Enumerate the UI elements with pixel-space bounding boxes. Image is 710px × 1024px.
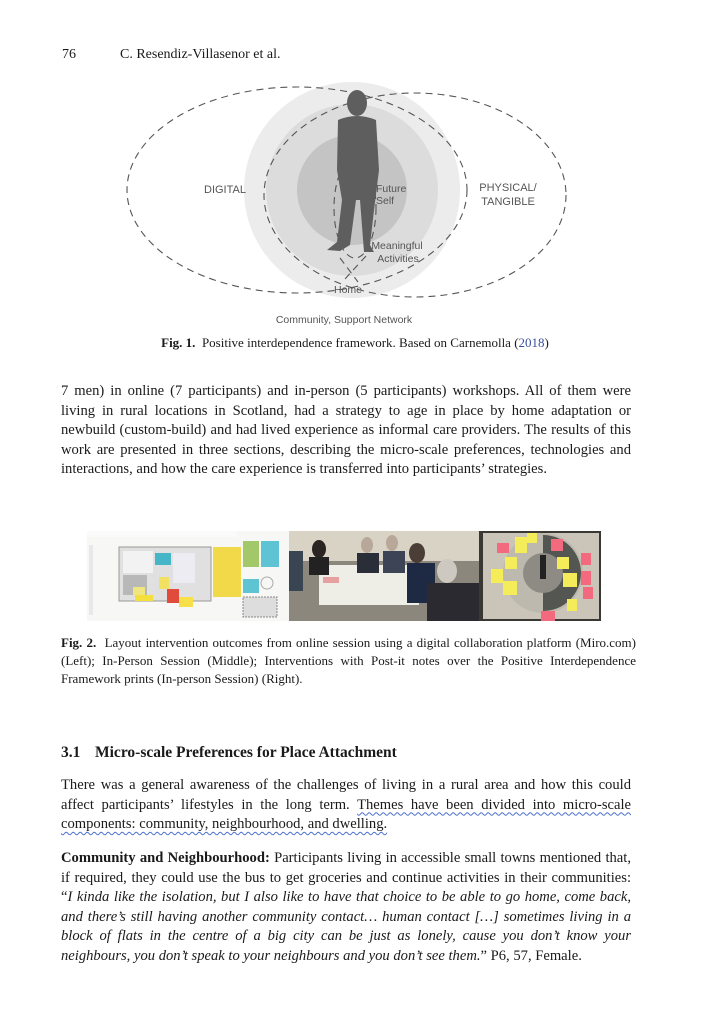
quote-attribution: ” P6, 57, Female. xyxy=(480,947,582,964)
paragraph-participants: 7 men) in online (7 participants) and in-person (5 participants) workshops. All of them were living in rural locations in Scotland, had a strategy to age in place by home adaptation or newbuild (custom-build) and had lived experience as informal care providers. The results of this work are presented in three sections, describing the micro-scale preferences, technologies and interactions, and how the care experience is transferred into participants’ strategies. xyxy=(61,383,631,478)
running-header xyxy=(62,47,281,63)
paragraph-awareness xyxy=(61,776,631,835)
page-number: 76 xyxy=(62,47,76,62)
paragraph-awareness-text: There was a general awareness of the challenges of living in a rural area and how this could affect participants’ lifestyles in the long term. xyxy=(61,777,631,813)
figure-2-label: Fig. 2. xyxy=(61,635,97,650)
label-activities: Activities xyxy=(377,253,419,265)
label-meaningful: Meaningful xyxy=(371,240,423,252)
running-authors: C. Resendiz-Villasenor et al. xyxy=(120,47,281,62)
label-future: Future xyxy=(376,183,407,195)
caption-close-paren: ) xyxy=(544,335,549,350)
figure-1-label: Fig. 1. xyxy=(161,335,196,350)
citation-link[interactable]: 2018 xyxy=(518,335,545,350)
section-heading xyxy=(61,744,397,762)
run-in-heading: Community and Neighbourhood: xyxy=(61,850,270,866)
miro-board-panel xyxy=(87,531,289,621)
paragraph-community xyxy=(61,849,631,967)
figure-2-image-strip xyxy=(87,531,601,621)
figure-1-caption-text: Positive interdependence framework. Based on Carnemolla ( xyxy=(201,335,519,350)
figure-2-caption-text: Layout intervention outcomes from online session using a digital collaboration platform (Miro.com) (Left); In-Person Session (Middle); Interventions with Post-it notes over the Positive Interdependence Framework prints (In-person Session) (Right). xyxy=(61,635,637,686)
post-it-framework-photo xyxy=(479,531,601,621)
participant-quote: I kinda like the isolation, but I also like to have that choice to be able to go home, come back, and there’s still having another community contact… human contact […] sometimes living in a block of flats in the centre of a big city can be just as lonely, cause you don’t know your neighbours, you don’t speak to your neighbours and you don’t see them. xyxy=(61,889,631,964)
label-home: Home xyxy=(333,284,363,296)
label-digital: DIGITAL xyxy=(204,184,246,196)
figure-1-caption xyxy=(0,334,710,352)
figure-1-diagram xyxy=(112,80,592,328)
section-title: Micro-scale Preferences for Place Attachment xyxy=(95,744,397,761)
label-tangible: TANGIBLE xyxy=(481,196,535,208)
paragraph-community-text: Participants living in accessible small towns mentioned that, if required, they could use the bus to get groceries and continue activities in their communities: “ xyxy=(61,850,631,906)
label-community: Community, Support Network xyxy=(275,314,413,326)
figure-2-caption xyxy=(61,634,636,688)
section-number: 3.1 xyxy=(61,744,81,761)
label-self: Self xyxy=(376,195,395,207)
label-physical: PHYSICAL/ xyxy=(479,182,537,194)
spellcheck-underlined-text[interactable]: Themes have been divided into micro-scale components: community, neighbourhood, and dwelling. xyxy=(61,796,631,833)
in-person-session-photo xyxy=(289,531,479,621)
